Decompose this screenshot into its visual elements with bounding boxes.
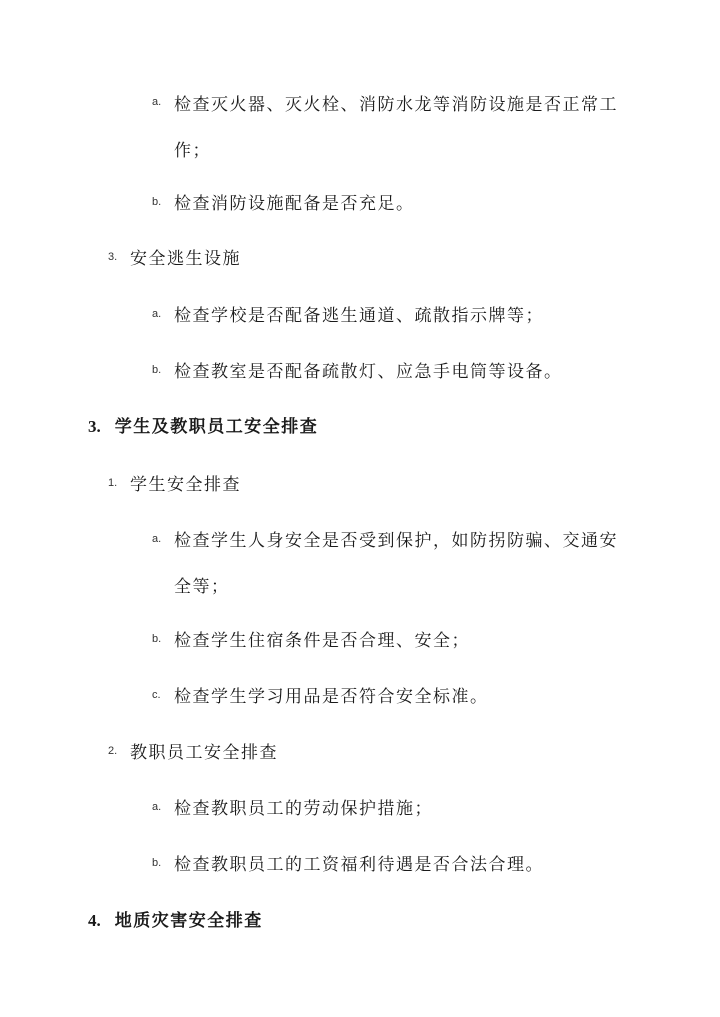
- list-item-text: 检查学生住宿条件是否合理、安全；: [174, 631, 470, 651]
- list-marker: b.: [152, 633, 162, 645]
- list-marker: a.: [152, 801, 162, 813]
- list-item-text: 检查学生学习用品是否符合安全标准。: [174, 687, 489, 707]
- list-item-text: 检查教室是否配备疏散灯、应急手电筒等设备。: [174, 362, 563, 382]
- list-item-text: 检查学校是否配备逃生通道、疏散指示牌等；: [174, 306, 544, 326]
- list-marker: b.: [152, 857, 162, 869]
- subsection-title: 安全逃生设施: [130, 249, 241, 269]
- list-marker: 3.: [108, 251, 118, 263]
- list-item-text: 检查学生人身安全是否受到保护，如防拐防骗、交通安: [174, 531, 618, 551]
- list-marker: a.: [152, 96, 162, 108]
- section-number: 4.: [88, 911, 101, 930]
- list-item-continuation: 作；: [174, 141, 211, 161]
- section-number: 3.: [88, 417, 101, 436]
- section-heading: [88, 906, 263, 931]
- list-marker: a.: [152, 533, 162, 545]
- list-marker: 1.: [108, 477, 118, 489]
- list-marker: b.: [152, 364, 162, 376]
- section-title: 地质灾害安全排查: [114, 911, 263, 931]
- list-item-text: 检查教职员工的工资福利待遇是否合法合理。: [174, 855, 544, 875]
- list-marker: b.: [152, 196, 162, 208]
- list-item-continuation: 全等；: [174, 577, 230, 597]
- list-marker: c.: [152, 689, 161, 701]
- list-item-text: 检查教职员工的劳动保护措施；: [174, 799, 433, 819]
- list-item-text: 检查消防设施配备是否充足。: [174, 194, 415, 214]
- subsection-title: 学生安全排查: [130, 475, 241, 495]
- list-marker: 2.: [108, 745, 118, 757]
- section-title: 学生及教职员工安全排查: [114, 417, 319, 437]
- list-item-text: 检查灭火器、灭火栓、消防水龙等消防设施是否正常工: [174, 95, 618, 115]
- subsection-title: 教职员工安全排查: [130, 743, 278, 763]
- list-marker: a.: [152, 308, 162, 320]
- section-heading: [88, 412, 318, 437]
